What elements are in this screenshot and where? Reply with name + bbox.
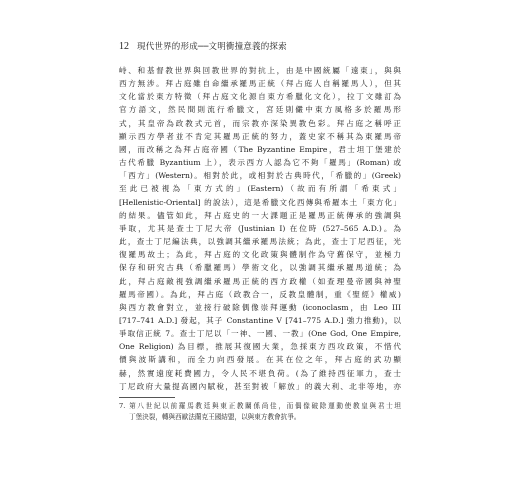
- body-line: 古代希臘 Byzantium 上），表示西方人認為它不夠「羅馬」(Roman) 或: [119, 158, 401, 168]
- book-page: [119, 40, 401, 423]
- body-line: 峙、和基督教世界與回教世界的對抗上，由是中國統屬「遠東」，與與: [119, 66, 401, 75]
- page-number: 12: [119, 41, 129, 52]
- body-line: 西方無涉。拜占庭雖自命繼承羅馬正統（拜占庭人自稱羅馬人），但其: [119, 79, 401, 89]
- body-line: 此，拜占庭敵視強調繼承羅馬正統的西方政權（如查理曼帝國與神聖: [119, 276, 401, 286]
- running-title: 現代世界的形成──文明衝撞意義的探索: [137, 42, 287, 52]
- body-line: 丁尼政府大量提高國內賦稅，甚至對被「解放」的義大利、北非等地，亦: [119, 381, 401, 391]
- body-line: 此，查士丁尼編法典，以強調其繼承羅馬法統；為此，查士丁尼西征，光: [119, 237, 401, 247]
- body-line: 的結果。儘管如此，拜占庭史的一大課題正是羅馬正統傳承的強調與: [119, 210, 401, 220]
- footnote-divider: [119, 397, 175, 398]
- body-line: 復羅馬故土；為此，拜占庭的文化政策與體制作為守舊保守，並極力: [119, 250, 401, 260]
- body-text: [119, 64, 401, 393]
- body-line: 至此已被視為「東方式的」(Eastern)（故而有所謂「希東式」: [119, 184, 401, 194]
- footnote-line: 7. 第八世紀以前羅馬教廷與東正教關係尚佳，而偶像破除運動使教皇與君士坦: [119, 401, 401, 410]
- body-line: One Religion) 為目標，推展其復國大業，急採東方西攻政策，不惜代: [119, 342, 401, 352]
- footnote: [119, 401, 401, 423]
- body-line: 「西方」(Western)。相對於此，或相對於古典時代，「希臘的」(Greek): [119, 171, 401, 181]
- body-line: 官方語文，然民間則流行希臘文，宮廷則儼中東方風格多於羅馬形: [119, 105, 401, 115]
- footnote-line: 丁堡決裂，轉與西歐法蘭克王國結盟，以與東方教會抗爭。: [129, 412, 301, 421]
- body-line: 價與波斯講和，而全力向西發展。在其在位之年，拜占庭的武功顯: [119, 355, 401, 365]
- body-line: 爭取信正統 7。查士丁尼以「一神、一國、一教」(One God, One Empire,: [119, 329, 401, 339]
- body-line: 爭取，尤其是查士丁尼大帝 (Justinian I) 在位時 (527–565 A.D.)。為: [119, 223, 401, 233]
- body-line: 保存和研究古典（希臘羅馬）學術文化，以強調其繼承羅馬道統；為: [119, 263, 401, 273]
- running-head: [119, 40, 401, 54]
- body-line: [Hellenistic-Oriental] 的說法），這是希臘文化西傳與希羅本土「東方化」: [119, 197, 401, 207]
- body-line: 式，其皇帝為政教式元首，而宗教亦深染異教色彩。拜占庭之稱呼正: [119, 118, 401, 128]
- body-line: [717–741 A.D.] 發起，其子 Constantine V [741–775 A.D.] 強力推動)，以: [119, 315, 401, 325]
- body-line: 文化當於東方特徵（拜占庭文化源自東方希臘化文化），拉丁文雖訂為: [119, 92, 401, 102]
- body-line: 羅馬帝國）。為此，拜占庭（政教合一，反教皇體制，重《聖經》權威): [119, 289, 401, 299]
- body-line: 與西方教會對立，並接行破除偶像崇拜運動 (iconoclasm，由 Leo III: [119, 302, 401, 312]
- body-line: 國，而改稱之為拜占庭帝國（The Byzantine Empire，君士坦丁堡建於: [119, 144, 401, 154]
- body-line: 赫，然實遠度耗費國力，令人民不堪負荷。(為了維持西征軍力，查士: [119, 368, 401, 378]
- body-line: 顯示西方學者並不肯定其羅馬正統的努力，蓋史家不稱其為東羅馬帝: [119, 131, 401, 141]
